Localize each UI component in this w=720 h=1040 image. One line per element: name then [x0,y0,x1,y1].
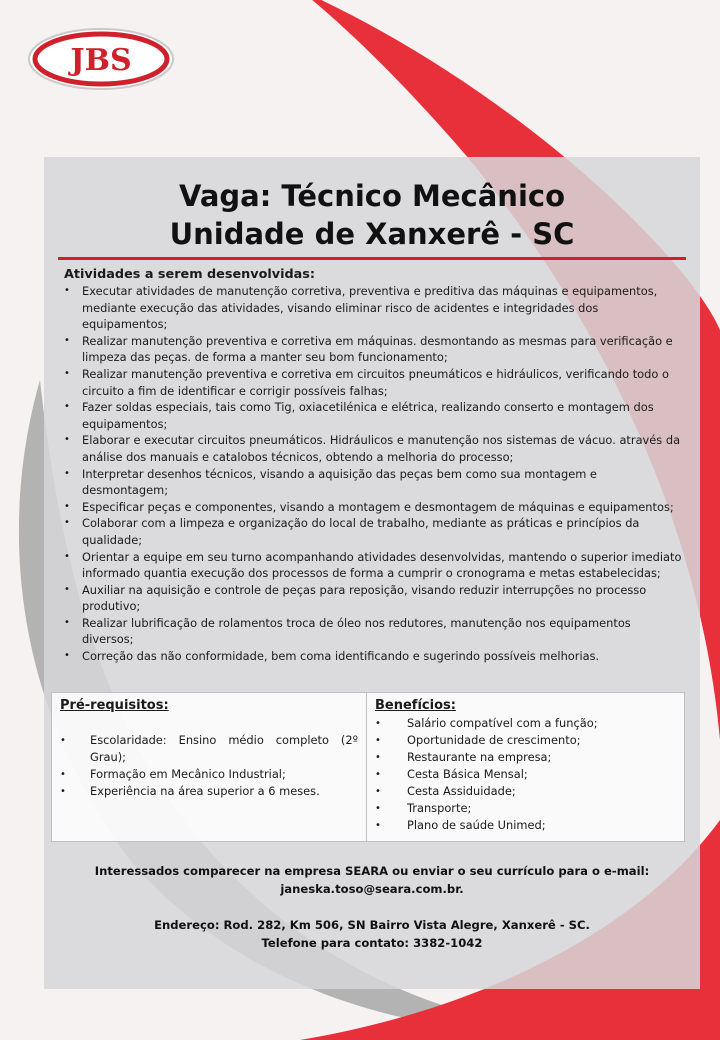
prerequisites-list [60,732,358,800]
benefits-list [375,715,676,834]
title-line-1: Vaga: Técnico Mecânico [178,179,566,213]
title-line-2: Unidade de Xanxerê - SC [169,217,575,251]
prerequisites-column [52,693,367,841]
activity-item: • Elaborar e executar circuitos pneumáticos. Hidráulicos e manutenção nos sistemas de vácuo. através da análise dos manuais e catalobos técnicos, obtendo a melhoria do processo; [64,432,684,465]
jbs-logo [26,26,176,92]
benefit-item: • Salário compatível com a função; [375,715,676,732]
benefits-heading: Benefícios: [375,698,456,713]
benefit-item: • Oportunidade de crescimento; [375,732,676,749]
contact-address: Endereço: Rod. 282, Km 506, SN Bairro Vista Alegre, Xanxerê - SC. [154,918,590,932]
contact-phone: Telefone para contato: 3382-1042 [261,936,483,950]
benefit-item: • Cesta Básica Mensal; [375,766,676,783]
activity-item: • Auxiliar na aquisição e controle de peças para reposição, visando reduzir interrupções no processo produtivo; [64,582,684,615]
benefit-item: • Plano de saúde Unimed; [375,817,676,834]
contact-email: janeska.toso@seara.com.br. [280,882,464,896]
benefit-item: • Restaurante na empresa; [375,749,676,766]
job-posting-panel [44,157,700,989]
activity-item: • Colaborar com a limpeza e organização do local de trabalho, mediante as práticas e princípios da qualidade; [64,515,684,548]
activity-item: • Orientar a equipe em seu turno acompanhando atividades desenvolvidas, mantendo o superior imediato informado quantia execução dos processos de forma a cumprir o cronograma e metas estabelecidas; [64,549,684,582]
footer-spacer [44,898,700,916]
activities-section [44,260,700,665]
prerequisite-item: • Experiência na área superior a 6 meses. [60,783,358,800]
activity-item: • Correção das não conformidade, bem coma identificando e sugerindo possíveis melhorias. [64,648,684,665]
activities-list [64,283,684,665]
contact-instructions: Interessados comparecer na empresa SEARA ou enviar o seu currículo para o e-mail: [94,864,650,878]
svg-text:JBS: JBS [70,43,132,78]
prerequisite-item: • Escolaridade: Ensino médio completo (2º Grau); [60,732,358,766]
activity-item: • Interpretar desenhos técnicos, visando a aquisição das peças bem como sua montagem e desmontagem; [64,466,684,499]
activity-item: • Realizar manutenção preventiva e corretiva em circuitos pneumáticos e hidráulicos, verificando todo o circuito a fim de identificar e corrigir possíveis falhas; [64,366,684,399]
activity-item: • Realizar lubrificação de rolamentos troca de óleo nos redutores, manutenção nos equipamentos diversos; [64,615,684,648]
activity-item: • Especificar peças e componentes, visando a montagem e desmontagem de máquinas e equipamentos; [64,499,684,516]
contact-footer [44,862,700,952]
benefit-item: • Cesta Assiduidade; [375,783,676,800]
activities-heading: Atividades a serem desenvolvidas: [64,267,316,282]
jbs-logo-image [26,26,176,92]
prerequisite-item: • Formação em Mecânico Industrial; [60,766,358,783]
benefits-column [367,693,684,841]
activity-item: • Realizar manutenção preventiva e corretiva em máquinas. desmontando as mesmas para verificação e limpeza das peças. de forma a manter seu bom funcionamento; [64,333,684,366]
requirements-benefits-table [51,692,685,842]
activity-item: • Fazer soldas especiais, tais como Tig, oxiacetilénica e elétrica, realizando conserto e montagem dos equipamentos; [64,399,684,432]
benefit-item: • Transporte; [375,800,676,817]
page-title [44,177,700,253]
prerequisites-heading: Pré-requisitos: [60,698,169,713]
activity-item: • Executar atividades de manutenção corretiva, preventiva e preditiva das máquinas e equipamentos, mediante execução das atividades, visando eliminar risco de acidentes e integridades dos equipamentos; [64,283,684,333]
